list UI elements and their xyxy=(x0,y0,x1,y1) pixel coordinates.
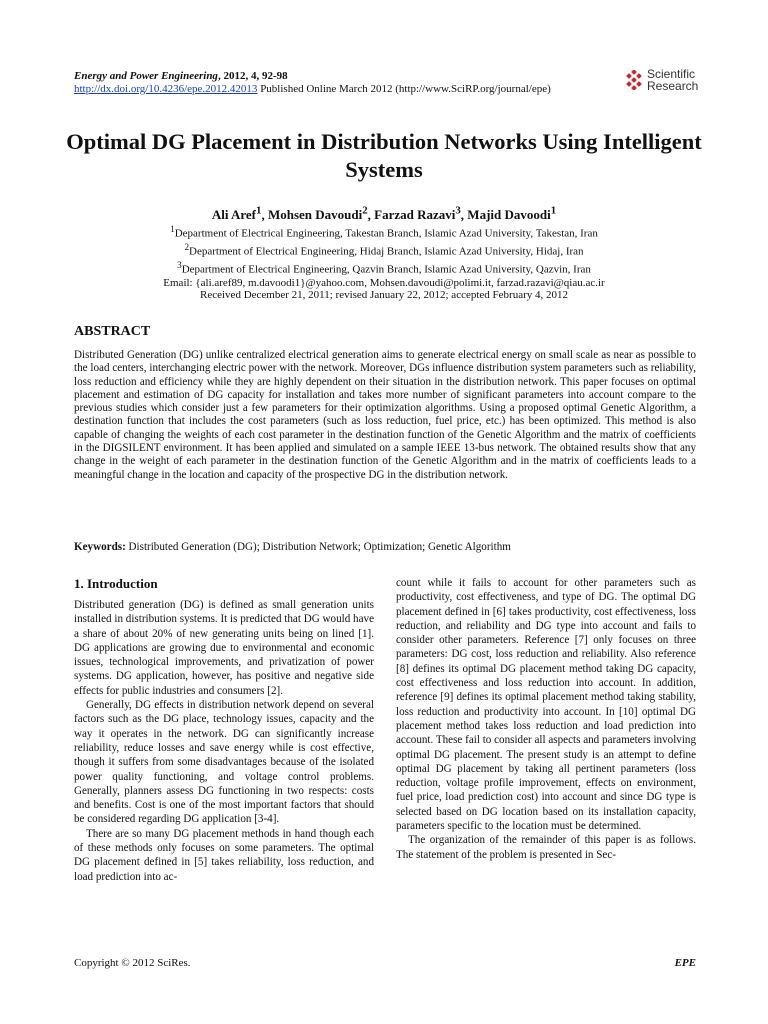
paper-title: Optimal DG Placement in Distribution Networks Using Intelligent Systems xyxy=(66,129,702,182)
author-name: Mohsen Davoudi xyxy=(267,207,363,223)
logo-line-1: Scientific xyxy=(647,67,696,81)
scientific-research-logo xyxy=(624,68,698,92)
abstract-heading: ABSTRACT xyxy=(74,324,151,339)
affiliation xyxy=(60,223,708,241)
affiliation-sup: 1 xyxy=(170,224,175,234)
author-sup: 2 xyxy=(362,205,368,217)
author-sup: 1 xyxy=(550,205,557,217)
abstract-body: Distributed Generation (DG) unlike centralized electrical generation aims to generate electrical energy on small scale as near as possible to the load centers, interchanging electric power with the network. Moreover, DGs influence distribution system parameters such as reliability, loss reduction and efficiency while they are highly dependent on their situation in the distribution network. This paper focuses on optimal placement and estimation of DG capacity for installation and takes more number of significant parameters into account compare to the previous studies which consider just a few parameters for their optimization algorithms. Using a proposed optimal Genetic Algorithm, a destination function that includes the cost parameters (such as loss reduction, fuel price, etc.) has been optimized. This method is also capable of changing the weights of each cost parameter in the destination function of the Genetic Algorithm and the matrix of coefficients in the DIGSILENT environment. It has been applied and simulated on a sample IEEE 13-bus network. The obtained results show that any change in the weight of each parameter in the destination function of the Genetic Algorithm and in the matrix of coefficients leads to a meaningful change in the location and capacity of the prospective DG in the distribution network. xyxy=(74,349,696,481)
author-sup: 1 xyxy=(256,205,262,217)
paragraph: count while it fails to account for other parameters such as productivity, cost effectiveness, and type of DG. The optimal DG placement defined in [6] takes productivity, cost effectiveness, loss reduction, and reliability and DG type into account and fails to consider other parameters. Reference [7] only focuses on three parameters: DG cost, loss reduction and reliability. Also reference [8] defines its optimal DG placement method taking DG capacity, cost effectiveness and loss reduction into account. In addition, reference [9] defines its optimal placement method taking stability, loss reduction and productivity into account. In [10] optimal DG placement method takes loss reduction and load prediction into account. These fail to consider all aspects and parameters involving optimal DG placement. The present study is an attempt to define optimal DG placement by taking all pertinent parameters (loss reduction, voltage profile improvement, effects on environment, fuel price, load prediction cost) into account and since DG type is selected based on DG location based on its installation capacity, parameters specific to the location must be determined. xyxy=(396,577,696,833)
logo-line-2: Research xyxy=(647,79,699,93)
affiliations xyxy=(60,223,708,291)
left-column xyxy=(74,598,374,884)
author xyxy=(212,207,262,222)
logo-text xyxy=(647,68,698,92)
doi-link[interactable]: http://dx.doi.org/10.4236/epe.2012.42013 xyxy=(74,83,258,95)
publication-line xyxy=(74,83,551,96)
author-name: Ali Aref xyxy=(211,207,257,223)
author xyxy=(374,207,461,222)
affiliation-text: Department of Electrical Engineering, Hidaj Branch, Islamic Azad University, Hidaj, Iran xyxy=(189,245,584,258)
affiliation-sup: 3 xyxy=(177,260,182,271)
affiliation-text: Department of Electrical Engineering, Qazvin Branch, Islamic Azad University, Qazvin, Iran xyxy=(181,263,591,276)
author-name: Majid Davoodi xyxy=(467,207,551,223)
journal-citation xyxy=(74,70,551,83)
affiliation xyxy=(60,259,708,277)
author xyxy=(268,207,368,222)
email-line: Email: {ali.aref89, m.davoodi1}@yahoo.com, Mohsen.davoudi@polimi.it, farzad.razavi@qiau.ac.ir xyxy=(163,277,605,290)
keywords xyxy=(74,541,696,553)
right-column xyxy=(396,576,696,862)
author xyxy=(467,207,556,222)
keywords-label: Keywords: xyxy=(74,541,126,553)
journal-header xyxy=(74,70,551,96)
affiliation xyxy=(60,241,708,259)
author-name: Farzad Razavi xyxy=(374,207,456,223)
journal-name: Energy and Power Engineering xyxy=(74,70,218,82)
affiliation-sup: 2 xyxy=(184,242,190,253)
author-sup: 3 xyxy=(455,205,461,217)
author-list: Ali Aref$^1$, Mohsen Davoudi$^2$, Farzad Razavi$^3$, Majid Davoodi$^1$ xyxy=(211,205,557,223)
paragraph: Distributed generation (DG) is defined as small generation units installed in distribution systems. It is predicted that DG would have a share of about 20% of new generating units being on lined [1]. DG applications are growing due to environmental and economic issues, technological improvements, and privatization of power systems. DG application, however, has positive and negative side effects for public industries and consumers [2]. xyxy=(74,599,374,697)
section-heading-introduction: 1. Introduction xyxy=(74,576,158,591)
copyright: Copyright © 2012 SciRes. xyxy=(74,957,191,969)
paragraph: Generally, DG effects in distribution network depend on several factors such as the DG place, technology issues, capacity and the way it operates in the network. DG can significantly increase reliability, reduce losses and save energy while is cost effective, though it suffers from some disadvantages because of the isolated power quality functioning, and voltage control problems. Generally, planners assess DG functioning in two respects: costs and benefits. Cost is one of the most important factors that should be considered regarding DG application [3-4]. xyxy=(74,699,374,826)
received-dates: Received December 21, 2011; revised January 22, 2012; accepted February 4, 2012 xyxy=(200,289,568,301)
published-online: Published Online March 2012 (http://www.SciRP.org/journal/epe) xyxy=(257,83,551,95)
affiliation-text: Department of Electrical Engineering, Takestan Branch, Islamic Azad University, Takestan, Iran xyxy=(174,227,598,240)
paragraph: The organization of the remainder of this paper is as follows. The statement of the problem is presented in Sec- xyxy=(396,834,696,861)
logo-icon xyxy=(624,70,644,90)
journal-issue: , 2012, 4, 92-98 xyxy=(217,70,288,82)
keywords-text: Distributed Generation (DG); Distribution Network; Optimization; Genetic Algorithm xyxy=(125,541,511,553)
paragraph: There are so many DG placement methods in hand though each of these methods only focuses on some parameters. The optimal DG placement defined in [5] takes reliability, loss reduction, and load prediction into ac- xyxy=(74,827,374,883)
journal-abbreviation: EPE xyxy=(674,957,696,969)
